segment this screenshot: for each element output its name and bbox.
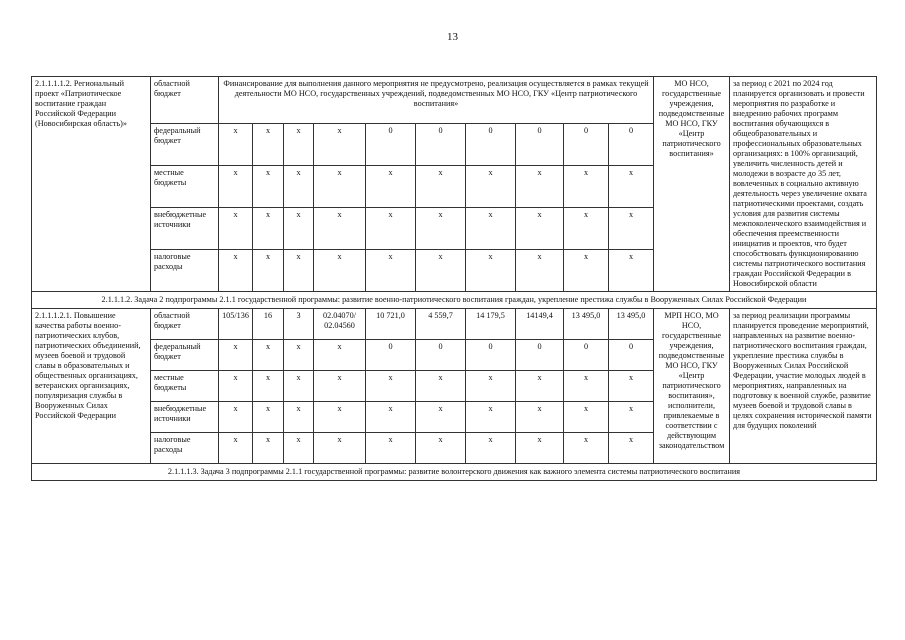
source-label: федеральный бюджет (151, 124, 219, 166)
value-cell: 0 (516, 340, 564, 371)
value-cell: x (284, 402, 314, 433)
block1-name: 2.1.1.1.1.2. Региональный проект «Патриотическое воспитание граждан Российской Федерации (Новосибирская область)» (32, 77, 151, 292)
value-cell: 0 (416, 340, 466, 371)
value-cell: x (416, 402, 466, 433)
value-cell: x (314, 340, 366, 371)
value-cell: x (284, 340, 314, 371)
block1-responsible: МО НСО, государственные учреждения, подведомственные МО НСО, ГКУ «Центр патриотического воспитания» (654, 77, 730, 292)
value-cell: x (219, 166, 253, 208)
value-cell: 0 (466, 340, 516, 371)
value-cell: x (609, 433, 654, 464)
value-cell: x (284, 433, 314, 464)
value-cell: 0 (564, 124, 609, 166)
value-cell: x (219, 340, 253, 371)
value-cell: x (314, 208, 366, 250)
value-cell: x (284, 250, 314, 292)
value-cell: x (416, 250, 466, 292)
value-cell: x (516, 371, 564, 402)
value-cell: x (609, 208, 654, 250)
block1-note: Финансирование для выполнения данного мероприятия не предусмотрено, реализация осуществляется в рамках текущей деятельности МО НСО, государственных учреждений, подведомственных МО НСО, ГКУ «Центр патриотического воспитания» (219, 77, 654, 124)
value-cell: x (564, 433, 609, 464)
source-label: местные бюджеты (151, 166, 219, 208)
value-cell: x (516, 166, 564, 208)
source-label: областной бюджет (151, 309, 219, 340)
value-cell: x (253, 250, 284, 292)
value-cell: x (466, 371, 516, 402)
source-label: местные бюджеты (151, 371, 219, 402)
value-cell: 0 (609, 124, 654, 166)
source-label: областной бюджет (151, 77, 219, 124)
task3-header: 2.1.1.1.3. Задача 3 подпрограммы 2.1.1 государственной программы: развитие волонтерского движения как важного элемента системы патриотического воспитания (32, 464, 877, 481)
value-cell: x (284, 371, 314, 402)
value-cell: x (416, 371, 466, 402)
source-label: налоговые расходы (151, 250, 219, 292)
block2-responsible: МРП НСО, МО НСО, государственные учреждения, подведомственные МО НСО, ГКУ «Центр патриотического воспитания», исполнители, привлекаемые в соответствии с действующим законодательством (654, 309, 730, 464)
source-label: федеральный бюджет (151, 340, 219, 371)
value-cell: x (564, 402, 609, 433)
value-cell: 4 559,7 (416, 309, 466, 340)
value-cell: x (609, 250, 654, 292)
value-cell: x (219, 433, 253, 464)
value-cell: x (564, 208, 609, 250)
value-cell: x (219, 124, 253, 166)
value-cell: 3 (284, 309, 314, 340)
value-cell: x (416, 208, 466, 250)
block1-result: за период с 2021 по 2024 год планируется организовать и провести мероприятия по разработке и внедрению рабочих программ воспитания обучающихся в общеобразовательных и профессиональных образовательных организациях: в 100% организаций, увеличить численность детей и молодежи в возрасте до 35 лет, вовлеченных в социально активную деятельность через увеличение охвата патриотическими проектами, создать условия для развития системы межпоколенческого взаимодействия и обеспечения преемственности инициатив и проектов, что будет способствовать функционированию системы патриотического воспитания граждан Российской Федерации в Новосибирской области (730, 77, 877, 292)
value-cell: 13 495,0 (609, 309, 654, 340)
value-cell: x (366, 208, 416, 250)
value-cell: x (253, 433, 284, 464)
value-cell: 02.04070/ 02.04560 (314, 309, 366, 340)
value-cell: x (466, 433, 516, 464)
value-cell: x (366, 166, 416, 208)
value-cell: 0 (366, 124, 416, 166)
value-cell: x (253, 340, 284, 371)
value-cell: 10 721,0 (366, 309, 416, 340)
value-cell: 0 (564, 340, 609, 371)
value-cell: x (314, 250, 366, 292)
value-cell: x (284, 208, 314, 250)
value-cell: x (366, 371, 416, 402)
value-cell: x (416, 433, 466, 464)
value-cell: x (366, 402, 416, 433)
page-number: 13 (447, 31, 458, 43)
value-cell: x (609, 371, 654, 402)
value-cell: x (564, 250, 609, 292)
value-cell: 14 179,5 (466, 309, 516, 340)
value-cell: x (219, 208, 253, 250)
task2-header: 2.1.1.1.2. Задача 2 подпрограммы 2.1.1 государственной программы: развитие военно-патриотического воспитания граждан, укрепление престижа службы в Вооруженных Силах Российской Федерации (32, 292, 877, 309)
value-cell: x (253, 371, 284, 402)
value-cell: x (219, 402, 253, 433)
value-cell: x (284, 166, 314, 208)
value-cell: x (253, 166, 284, 208)
value-cell: 0 (466, 124, 516, 166)
value-cell: x (516, 208, 564, 250)
value-cell: x (516, 250, 564, 292)
value-cell: 0 (366, 340, 416, 371)
source-label: внебюджетные источники (151, 208, 219, 250)
value-cell: x (466, 208, 516, 250)
value-cell: x (516, 433, 564, 464)
value-cell: x (416, 166, 466, 208)
value-cell: 0 (516, 124, 564, 166)
value-cell: x (314, 433, 366, 464)
value-cell: x (253, 124, 284, 166)
value-cell: 13 495,0 (564, 309, 609, 340)
value-cell: x (314, 166, 366, 208)
value-cell: x (609, 402, 654, 433)
source-label: внебюджетные источники (151, 402, 219, 433)
value-cell: x (253, 208, 284, 250)
value-cell: x (516, 402, 564, 433)
block2-result: за период реализации программы планируется проведение мероприятий, направленных на развитие военно-патриотического воспитания граждан, укрепление престижа службы в Вооруженных Силах Российской Федерации, участие молодых людей в мероприятиях, направленных на подготовку к военной службе, развитие музеев боевой и трудовой славы в целях сохранения исторической памяти для будущих поколений (730, 309, 877, 464)
value-cell: 14149,4 (516, 309, 564, 340)
program-table (31, 76, 877, 481)
value-cell: x (314, 124, 366, 166)
value-cell: x (284, 124, 314, 166)
value-cell: x (466, 166, 516, 208)
value-cell: x (609, 166, 654, 208)
value-cell: 16 (253, 309, 284, 340)
value-cell: 105/136 (219, 309, 253, 340)
value-cell: x (253, 402, 284, 433)
value-cell: x (314, 371, 366, 402)
source-label: налоговые расходы (151, 433, 219, 464)
value-cell: 0 (416, 124, 466, 166)
value-cell: x (466, 402, 516, 433)
block2-name: 2.1.1.1.2.1. Повышение качества работы военно-патриотических клубов, патриотических объединений, музеев боевой и трудовой славы в образовательных и общественных организациях, ветеранских организациях, популяризация службы в Вооруженных Силах Российской Федерации (32, 309, 151, 464)
value-cell: x (219, 371, 253, 402)
value-cell: x (564, 371, 609, 402)
value-cell: x (366, 433, 416, 464)
value-cell: x (314, 402, 366, 433)
value-cell: 0 (609, 340, 654, 371)
value-cell: x (366, 250, 416, 292)
value-cell: x (219, 250, 253, 292)
value-cell: x (564, 166, 609, 208)
value-cell: x (466, 250, 516, 292)
